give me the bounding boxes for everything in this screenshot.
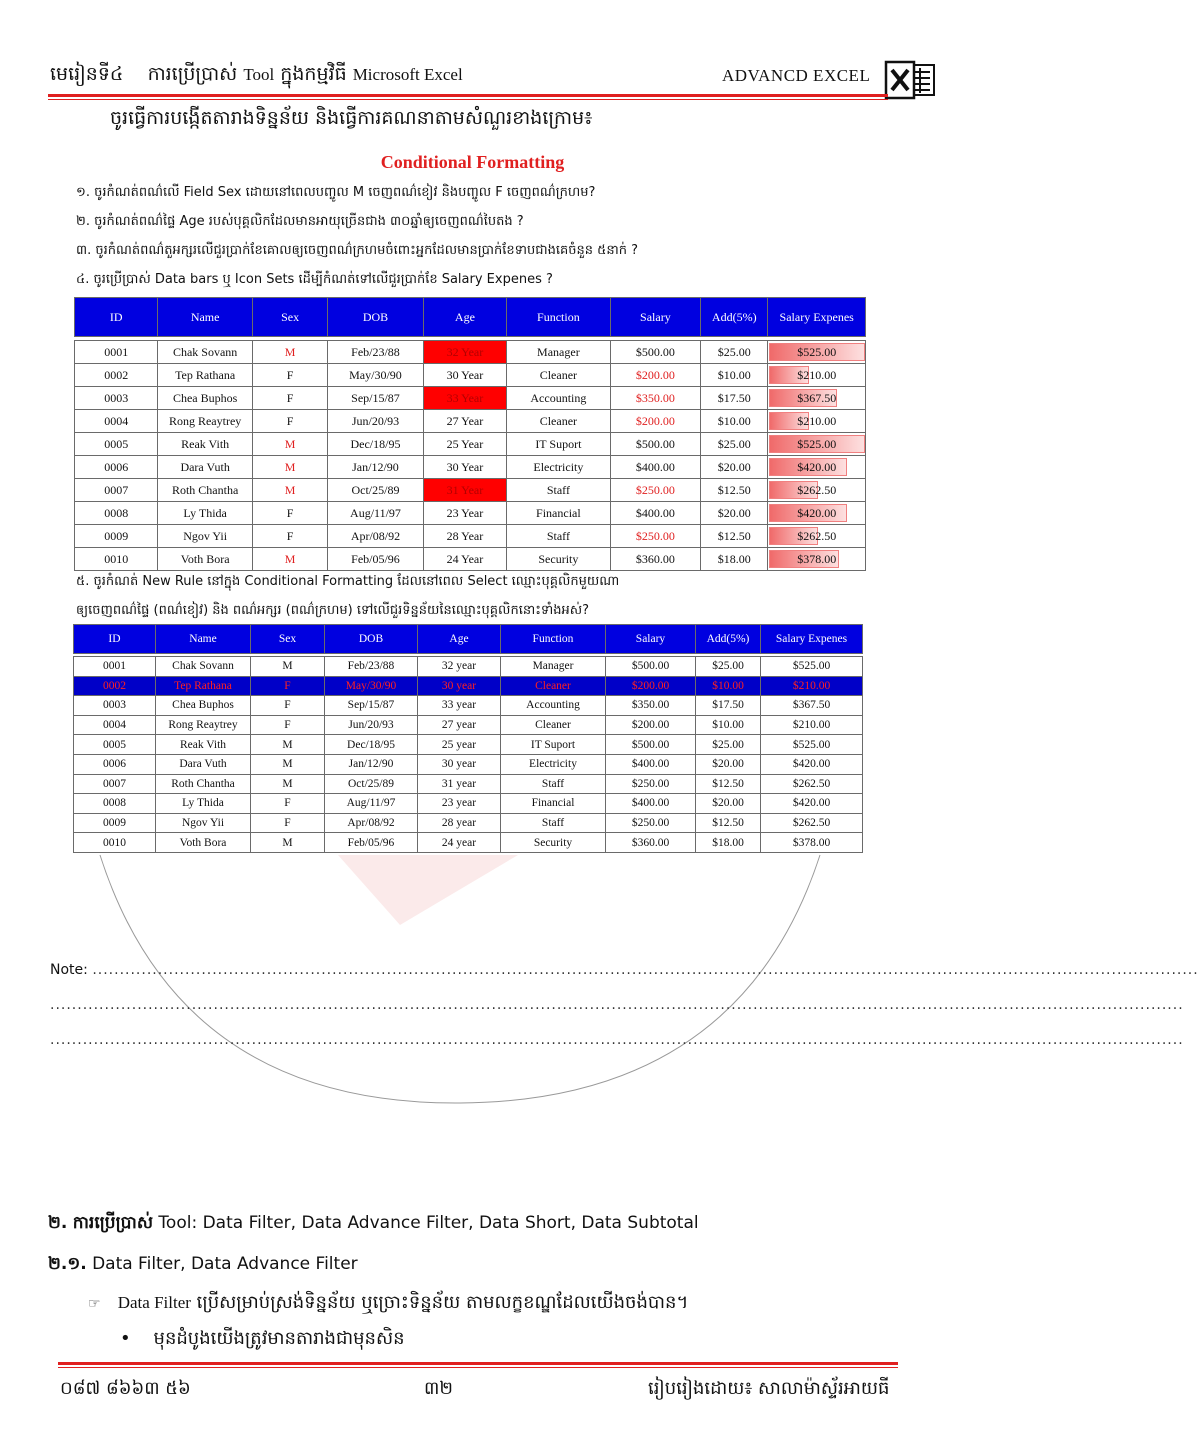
table-cell: $350.00 xyxy=(610,387,700,410)
table-cell: F xyxy=(251,676,325,696)
table-cell: Staff xyxy=(501,774,606,794)
column-header: Add(5%) xyxy=(696,625,761,654)
footer-page-number: ៣២ xyxy=(424,1378,454,1399)
cell-value: $525.00 xyxy=(797,436,837,451)
table-cell: Jan/12/90 xyxy=(325,754,418,774)
column-header: Sex xyxy=(251,625,325,654)
table-header-row xyxy=(74,625,863,654)
table-cell: 33 year xyxy=(418,696,501,716)
table-cell: Feb/05/96 xyxy=(328,548,423,571)
section-2-heading-kh: ការប្រើប្រាស់ xyxy=(72,1213,154,1233)
note-line-3: ................................................................................................................................................................................................................ xyxy=(50,1032,1184,1048)
table-cell: 31 Year xyxy=(423,479,506,502)
table-row[interactable] xyxy=(74,774,863,794)
table-cell: Cleaner xyxy=(501,715,606,735)
table-cell: Accounting xyxy=(501,696,606,716)
table-cell: 0006 xyxy=(74,754,156,774)
table-cell: $25.00 xyxy=(696,657,761,677)
table-cell: $17.50 xyxy=(696,696,761,716)
table-cell: IT Suport xyxy=(507,433,611,456)
table-cell: 0009 xyxy=(75,525,158,548)
section-2-1-text: Data Filter, Data Advance Filter xyxy=(92,1254,358,1274)
table-row xyxy=(75,456,866,479)
table-cell: $18.00 xyxy=(696,833,761,853)
table-cell: M xyxy=(251,657,325,677)
cell-value: $210.00 xyxy=(797,413,837,428)
table-cell: 25 year xyxy=(418,735,501,755)
section-2-1-heading xyxy=(48,1253,358,1278)
table-cell: Feb/23/88 xyxy=(325,657,418,677)
table-cell: Roth Chantha xyxy=(158,479,252,502)
header-right-title: ADVANCD EXCEL xyxy=(722,66,871,85)
table-cell: $20.00 xyxy=(701,456,768,479)
instruction-text: ចូរធ្វើការបង្កើតតារាងទិន្នន័យ និងធ្វើការគណនាតាមសំណួរខាងក្រោម៖ xyxy=(110,107,593,129)
table-cell xyxy=(768,341,866,364)
topic-kh-2: ក្នុងកម្មវិធី xyxy=(280,63,347,85)
table-cell: $20.00 xyxy=(701,502,768,525)
table-cell: Tep Rathana xyxy=(156,676,251,696)
table-cell: Chea Buphos xyxy=(156,696,251,716)
table-cell: $420.00 xyxy=(761,754,863,774)
table-cell xyxy=(768,364,866,387)
table-cell: F xyxy=(251,696,325,716)
table-cell: 32 year xyxy=(418,657,501,677)
watermark-arc xyxy=(100,855,820,1115)
table-cell: $500.00 xyxy=(606,657,696,677)
table-cell: M xyxy=(252,341,327,364)
table-cell: Apr/08/92 xyxy=(325,813,418,833)
table-cell: 0009 xyxy=(74,813,156,833)
cell-value: $262.50 xyxy=(797,528,837,543)
section-2-1-number: ២.១. xyxy=(48,1254,87,1274)
table-cell: $250.00 xyxy=(610,479,700,502)
cell-value: $420.00 xyxy=(797,459,837,474)
table-cell: 23 Year xyxy=(423,502,506,525)
table-cell: $360.00 xyxy=(606,833,696,853)
table-cell: M xyxy=(252,479,327,502)
table-cell: Rong Reaytrey xyxy=(156,715,251,735)
table-cell: 30 year xyxy=(418,676,501,696)
column-header: Function xyxy=(507,298,611,337)
table-cell: M xyxy=(251,754,325,774)
table-cell: Sep/15/87 xyxy=(325,696,418,716)
table-cell: Financial xyxy=(507,502,611,525)
section-2-heading xyxy=(48,1212,699,1237)
table-cell: M xyxy=(251,735,325,755)
table-cell: Rong Reaytrey xyxy=(158,410,252,433)
table-cell: 0010 xyxy=(74,833,156,853)
topic-en-tool: Tool xyxy=(243,65,275,84)
table-cell: Cleaner xyxy=(501,676,606,696)
column-header: DOB xyxy=(328,298,423,337)
table-cell: Ly Thida xyxy=(158,502,252,525)
table-cell: Electricity xyxy=(507,456,611,479)
cell-value: $262.50 xyxy=(797,482,837,497)
table-row[interactable] xyxy=(74,833,863,853)
table-cell: Ngov Yii xyxy=(158,525,252,548)
table-cell: Reak Vith xyxy=(158,433,252,456)
table-cell: Dara Vuth xyxy=(158,456,252,479)
table-cell: Electricity xyxy=(501,754,606,774)
table-cell: 0003 xyxy=(75,387,158,410)
table-cell: $378.00 xyxy=(761,833,863,853)
table-cell: Jun/20/93 xyxy=(328,410,423,433)
table-cell: 30 Year xyxy=(423,364,506,387)
table-row[interactable] xyxy=(74,696,863,716)
table-cell: $10.00 xyxy=(696,676,761,696)
table-cell: M xyxy=(252,433,327,456)
question-2: ២. ចូរកំណត់ពណ៌ផ្ទៃ Age របស់បុគ្គលិកដែលមានអាយុច្រើនជាង ៣០ឆ្នាំឲ្យចេញពណ៌បៃតង ? xyxy=(76,214,524,229)
table-cell: $12.50 xyxy=(696,774,761,794)
column-header: ID xyxy=(74,625,156,654)
table-cell: $500.00 xyxy=(610,433,700,456)
table-cell: $262.50 xyxy=(761,813,863,833)
column-header: Function xyxy=(501,625,606,654)
table-cell: $250.00 xyxy=(606,774,696,794)
table-cell: $500.00 xyxy=(606,735,696,755)
table-cell: $210.00 xyxy=(761,676,863,696)
table-cell: $210.00 xyxy=(761,715,863,735)
table-cell: 24 Year xyxy=(423,548,506,571)
table-cell: 30 Year xyxy=(423,456,506,479)
bullet-lead: Data Filter xyxy=(117,1293,191,1312)
footer-rule-thin xyxy=(58,1367,898,1368)
table-cell: 0003 xyxy=(74,696,156,716)
table-cell: $200.00 xyxy=(610,364,700,387)
cell-value: $420.00 xyxy=(797,505,837,520)
table-cell: $10.00 xyxy=(696,715,761,735)
table-cell: $262.50 xyxy=(761,774,863,794)
table-cell: 0008 xyxy=(75,502,158,525)
table-cell: $400.00 xyxy=(610,456,700,479)
cell-value: $525.00 xyxy=(797,344,837,359)
table-cell: F xyxy=(252,525,327,548)
table-cell xyxy=(768,456,866,479)
table-row[interactable] xyxy=(74,754,863,774)
table-cell: Staff xyxy=(507,525,611,548)
selection-highlight-table xyxy=(73,624,863,853)
table-cell: $17.50 xyxy=(701,387,768,410)
section-2-heading-en: Tool: Data Filter, Data Advance Filter, Data Short, Data Subtotal xyxy=(158,1213,699,1233)
table-row[interactable] xyxy=(74,657,863,677)
column-header: DOB xyxy=(325,625,418,654)
bullet-data-filter xyxy=(88,1290,688,1317)
table-cell: Sep/15/87 xyxy=(328,387,423,410)
table-row xyxy=(75,410,866,433)
table-cell: 0001 xyxy=(75,341,158,364)
table-cell: Security xyxy=(501,833,606,853)
table-cell: $25.00 xyxy=(701,433,768,456)
table-cell xyxy=(768,502,866,525)
column-header: Age xyxy=(418,625,501,654)
table-cell: $200.00 xyxy=(606,676,696,696)
table-cell: $10.00 xyxy=(701,364,768,387)
topic-kh: ការប្រើប្រាស់ xyxy=(147,63,238,85)
table-cell: Feb/05/96 xyxy=(325,833,418,853)
table-cell: Jan/12/90 xyxy=(328,456,423,479)
table-cell: Jun/20/93 xyxy=(325,715,418,735)
table-cell: Dara Vuth xyxy=(156,754,251,774)
table-cell: F xyxy=(252,364,327,387)
table-cell: Aug/11/97 xyxy=(328,502,423,525)
column-header: Name xyxy=(158,298,252,337)
cell-value: $378.00 xyxy=(797,551,837,566)
table-cell: Oct/25/89 xyxy=(328,479,423,502)
bullet-text: ប្រើសម្រាប់ស្រង់ទិន្នន័យ ឬច្រោះទិន្នន័យ តាមលក្ខខណ្ឌដែលយើងចង់បាន។ xyxy=(196,1292,689,1313)
table-cell: F xyxy=(251,813,325,833)
table-row xyxy=(75,433,866,456)
table-cell: 24 year xyxy=(418,833,501,853)
bullet-sub-text: មុនដំបូងយើងត្រូវមានតារាងជាមុនសិន xyxy=(153,1328,405,1349)
table-cell: Ngov Yii xyxy=(156,813,251,833)
table-cell: 0002 xyxy=(74,676,156,696)
table-cell: Dec/18/95 xyxy=(325,735,418,755)
table-cell: $500.00 xyxy=(610,341,700,364)
table-cell: Chak Sovann xyxy=(158,341,252,364)
table-cell: $350.00 xyxy=(606,696,696,716)
table-row[interactable] xyxy=(74,715,863,735)
table-row xyxy=(75,479,866,502)
table-cell: 0010 xyxy=(75,548,158,571)
table-cell: $525.00 xyxy=(761,657,863,677)
excel-icon xyxy=(884,60,936,100)
table-cell xyxy=(768,387,866,410)
note-line-1: Note: ........................................................................................................................................................................................................... xyxy=(50,962,1199,978)
section-2-number: ២. xyxy=(48,1213,68,1233)
table-cell: May/30/90 xyxy=(328,364,423,387)
table-cell: $200.00 xyxy=(606,715,696,735)
table-cell: $250.00 xyxy=(606,813,696,833)
table-cell xyxy=(768,525,866,548)
footer-phone: ០៨៧ ៨៦៦៣ ៥៦ xyxy=(60,1378,191,1399)
table-cell xyxy=(768,479,866,502)
table-cell: Financial xyxy=(501,794,606,814)
note-label: Note: xyxy=(50,962,88,978)
table-cell: 0007 xyxy=(74,774,156,794)
column-header: Salary Expenes xyxy=(768,298,866,337)
table-cell: 32 Year xyxy=(423,341,506,364)
topic-en-app: Microsoft Excel xyxy=(352,65,463,84)
table-cell: Staff xyxy=(501,813,606,833)
table-cell: Reak Vith xyxy=(156,735,251,755)
table-cell: 33 Year xyxy=(423,387,506,410)
table-cell: $12.50 xyxy=(696,813,761,833)
table-cell: Ly Thida xyxy=(156,794,251,814)
column-header: Add(5%) xyxy=(701,298,768,337)
table-cell: Cleaner xyxy=(507,364,611,387)
table-row[interactable] xyxy=(74,813,863,833)
bullet-sub xyxy=(120,1326,405,1353)
table-cell: F xyxy=(251,715,325,735)
table-row xyxy=(75,364,866,387)
table-cell: 31 year xyxy=(418,774,501,794)
table-cell: Security xyxy=(507,548,611,571)
table-cell: Manager xyxy=(501,657,606,677)
question-1: ១. ចូរកំណត់ពណ៌លើ Field Sex ដោយនៅពេលបញ្ចូល M ចេញពណ៌ខៀវ និងបញ្ចូល F ចេញពណ៌ក្រហម? xyxy=(76,185,596,200)
column-header: Salary Expenes xyxy=(761,625,863,654)
table-cell: M xyxy=(251,833,325,853)
table-header-row xyxy=(75,298,866,337)
table-cell: 0004 xyxy=(74,715,156,735)
table-cell: F xyxy=(252,387,327,410)
table-cell: M xyxy=(252,456,327,479)
table-cell: 0007 xyxy=(75,479,158,502)
table-row[interactable] xyxy=(74,794,863,814)
footer-rule xyxy=(58,1362,898,1365)
table-cell: 30 year xyxy=(418,754,501,774)
table-cell: $20.00 xyxy=(696,794,761,814)
table-cell: Manager xyxy=(507,341,611,364)
table-cell: $420.00 xyxy=(761,794,863,814)
table-row xyxy=(75,525,866,548)
table-cell: Voth Bora xyxy=(158,548,252,571)
table-cell: Roth Chantha xyxy=(156,774,251,794)
table-cell: $20.00 xyxy=(696,754,761,774)
table-cell xyxy=(768,433,866,456)
section-title-conditional-formatting: Conditional Formatting xyxy=(380,152,565,172)
table-row xyxy=(75,341,866,364)
header-rule xyxy=(48,94,888,97)
question-5-line2: ឲ្យចេញពណ៌ផ្ទៃ (ពណ៌ខៀវ) និង ពណ៌អក្សរ (ពណ៌ក្រហម) ទៅលើជួរទិន្នន័យនៃឈ្មោះបុគ្គលិកនោះទាំងអស់? xyxy=(76,603,590,618)
column-header: Salary xyxy=(610,298,700,337)
table-cell: $18.00 xyxy=(701,548,768,571)
header-rule-thin xyxy=(48,99,888,100)
table-cell xyxy=(768,410,866,433)
table-cell: $400.00 xyxy=(606,794,696,814)
table-cell: $12.50 xyxy=(701,525,768,548)
table-row xyxy=(75,502,866,525)
table-cell: Dec/18/95 xyxy=(328,433,423,456)
table-cell: IT Suport xyxy=(501,735,606,755)
column-header: Age xyxy=(423,298,506,337)
selected-table-row[interactable] xyxy=(74,676,863,696)
table-cell: Voth Bora xyxy=(156,833,251,853)
question-3: ៣. ចូរកំណត់ពណ៌តួអក្សរលើជួរប្រាក់ខែគោលឲ្យចេញពណ៌ក្រហមចំពោះអ្នកដែលមានប្រាក់ខែទាបជាងគេចំនួន ៥នាក់ ? xyxy=(76,243,639,258)
table-cell: 0002 xyxy=(75,364,158,387)
table-cell: Accounting xyxy=(507,387,611,410)
table-cell: $400.00 xyxy=(610,502,700,525)
cell-value: $367.50 xyxy=(797,390,837,405)
lesson-number: មេរៀនទី៤ xyxy=(50,63,124,85)
cell-value: $210.00 xyxy=(797,367,837,382)
table-cell: $200.00 xyxy=(610,410,700,433)
column-header: Sex xyxy=(252,298,327,337)
table-row xyxy=(75,387,866,410)
table-cell: F xyxy=(252,502,327,525)
table-cell: F xyxy=(252,410,327,433)
column-header: Salary xyxy=(606,625,696,654)
table-cell: F xyxy=(251,794,325,814)
table-cell: 0004 xyxy=(75,410,158,433)
table-cell: 0008 xyxy=(74,794,156,814)
table-cell: Aug/11/97 xyxy=(325,794,418,814)
table-cell: $25.00 xyxy=(696,735,761,755)
table-cell: 25 Year xyxy=(423,433,506,456)
conditional-formatting-table xyxy=(74,297,866,571)
footer-author: រៀបរៀងដោយ៖ សាលាម៉ាស្ទ័រអាយធី xyxy=(648,1378,890,1399)
table-cell xyxy=(768,548,866,571)
table-cell: $12.50 xyxy=(701,479,768,502)
table-cell: 27 Year xyxy=(423,410,506,433)
table-row xyxy=(75,548,866,571)
table-cell: 0006 xyxy=(75,456,158,479)
table-cell: Chak Sovann xyxy=(156,657,251,677)
note-line-2: ................................................................................................................................................................................................................ xyxy=(50,997,1184,1013)
table-cell: Staff xyxy=(507,479,611,502)
table-cell: $25.00 xyxy=(701,341,768,364)
table-cell: 23 year xyxy=(418,794,501,814)
table-cell: 0005 xyxy=(75,433,158,456)
question-5-line1: ៥. ចូរកំណត់ New Rule នៅក្នុង Conditional Formatting ដែលនៅពេល Select ឈ្មោះបុគ្គលិកមួយណា xyxy=(76,574,620,589)
table-cell: May/30/90 xyxy=(325,676,418,696)
table-cell: 27 year xyxy=(418,715,501,735)
question-4: ៤. ចូរប្រើប្រាស់ Data bars ឬ Icon Sets ដើម្បីកំណត់ទៅលើជួរប្រាក់ខែ Salary Expenes ? xyxy=(76,272,553,287)
column-header: ID xyxy=(75,298,158,337)
table-cell: Tep Rathana xyxy=(158,364,252,387)
table-cell: $525.00 xyxy=(761,735,863,755)
table-cell: $367.50 xyxy=(761,696,863,716)
pointing-hand-icon: ☞ xyxy=(88,1296,101,1312)
table-cell: $250.00 xyxy=(610,525,700,548)
table-cell: M xyxy=(251,774,325,794)
page-header-title xyxy=(50,62,463,90)
table-cell: Feb/23/88 xyxy=(328,341,423,364)
table-cell: Apr/08/92 xyxy=(328,525,423,548)
table-cell: Cleaner xyxy=(507,410,611,433)
table-cell: M xyxy=(252,548,327,571)
table-cell: Oct/25/89 xyxy=(325,774,418,794)
table-cell: $400.00 xyxy=(606,754,696,774)
table-cell: 28 Year xyxy=(423,525,506,548)
table-cell: $360.00 xyxy=(610,548,700,571)
table-cell: 0001 xyxy=(74,657,156,677)
table-cell: 0005 xyxy=(74,735,156,755)
table-cell: Chea Buphos xyxy=(158,387,252,410)
table-row[interactable] xyxy=(74,735,863,755)
table-cell: $10.00 xyxy=(701,410,768,433)
column-header: Name xyxy=(156,625,251,654)
table-cell: 28 year xyxy=(418,813,501,833)
bullet-dot-icon: • xyxy=(120,1328,131,1349)
